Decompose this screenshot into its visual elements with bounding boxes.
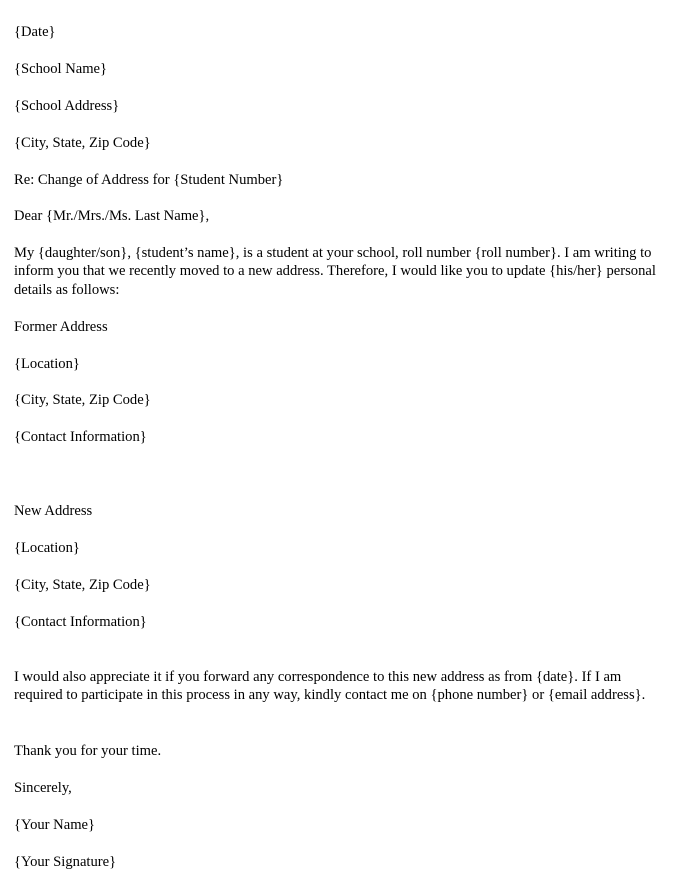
former-city-line: {City, State, Zip Code} [14, 392, 151, 408]
subject-line: Re: Change of Address for {Student Number} [14, 172, 284, 188]
school-name-line: {School Name} [14, 61, 108, 77]
your-signature-line: {Your Signature} [14, 854, 117, 870]
new-contact-line: {Contact Information} [14, 614, 147, 630]
salutation-line: Dear {Mr./Mrs./Ms. Last Name}, [14, 208, 210, 224]
sign-off-line: Sincerely, [14, 780, 72, 796]
closing-paragraph: I would also appreciate it if you forward any correspondence to this new address as from {date}. If I am required to participate in this process in any way, kindly contact me on {phone number} or {email address}. [14, 669, 646, 704]
school-city-line: {City, State, Zip Code} [14, 135, 151, 151]
former-location-line: {Location} [14, 356, 80, 372]
your-name-line: {Your Name} [14, 817, 96, 833]
intro-paragraph: My {daughter/son}, {student’s name}, is a student at your school, roll number {roll number}. I am writing to inform you that we recently moved to a new address. Therefore, I would like you to update {his/her} personal details as follows: [14, 245, 656, 298]
date-line: {Date} [14, 24, 56, 40]
former-address-heading: Former Address [14, 319, 108, 335]
thanks-line: Thank you for your time. [14, 743, 162, 759]
former-contact-line: {Contact Information} [14, 429, 147, 445]
new-address-heading: New Address [14, 503, 93, 519]
school-address-line: {School Address} [14, 98, 120, 114]
new-city-line: {City, State, Zip Code} [14, 577, 151, 593]
new-location-line: {Location} [14, 540, 80, 556]
